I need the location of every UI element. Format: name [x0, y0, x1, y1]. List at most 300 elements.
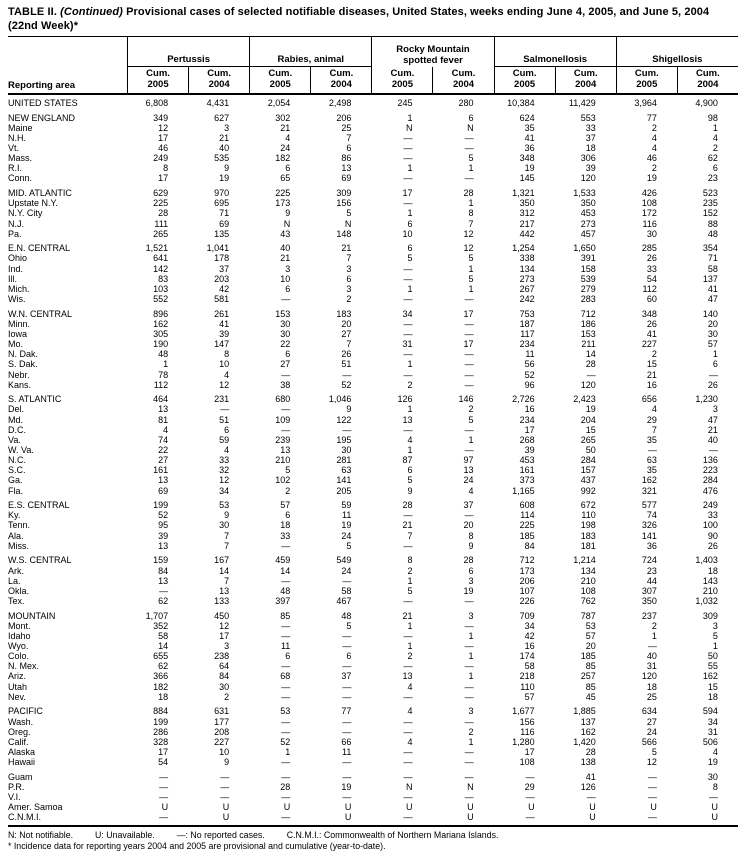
- reporting-area-cell: NEW ENGLAND: [8, 112, 76, 123]
- value-cell: 63: [341, 465, 352, 476]
- value-cell: —: [403, 173, 413, 184]
- value-cell: 5: [407, 475, 413, 486]
- col-header-2004-0: [188, 67, 249, 93]
- value-cell: 453: [580, 208, 596, 219]
- value-cell: 69: [158, 485, 169, 496]
- value-cell: 19: [463, 585, 474, 596]
- value-cell: 321: [641, 485, 657, 496]
- value-cell: —: [647, 781, 657, 792]
- value-cell: 1,041: [206, 243, 230, 254]
- value-cell: 1: [407, 445, 413, 455]
- value-cell: 50: [707, 651, 718, 662]
- value-cell: 6: [285, 349, 291, 360]
- value-cell: 10: [402, 228, 413, 239]
- value-cell: 307: [641, 585, 657, 596]
- value-cell: 450: [214, 610, 230, 621]
- value-cell: —: [708, 369, 718, 380]
- value-cell: 116: [520, 726, 535, 737]
- value-cell: —: [342, 757, 352, 768]
- value-cell: 19: [524, 163, 535, 174]
- reporting-area-cell: Mich.: [8, 283, 30, 294]
- value-cell: 181: [580, 540, 596, 551]
- value-cell: 120: [641, 671, 657, 682]
- value-cell: U: [405, 802, 413, 813]
- value-cell: 34: [524, 620, 535, 631]
- section-pacific: [8, 706, 738, 767]
- value-cell: 6: [407, 465, 413, 476]
- col-header-year: 2005: [391, 78, 413, 90]
- section-mid-atlantic: [8, 188, 738, 239]
- value-cell: 23: [707, 173, 718, 184]
- value-cell: 167: [214, 555, 230, 566]
- value-cell: 9: [224, 757, 230, 768]
- value-cell: 57: [585, 630, 596, 641]
- value-cell: —: [403, 198, 413, 209]
- reporting-area-cell: Okla.: [8, 585, 30, 596]
- value-cell: —: [281, 691, 291, 702]
- value-cell: 5: [346, 540, 352, 551]
- value-cell: —: [342, 691, 352, 702]
- reporting-area-cell: Md.: [8, 414, 24, 425]
- table-row-n-mex: [8, 661, 738, 671]
- value-cell: —: [464, 369, 474, 380]
- value-cell: 39: [524, 445, 535, 455]
- value-cell: 33: [219, 455, 230, 466]
- value-cell: 133: [214, 595, 230, 606]
- value-cell: 162: [702, 671, 718, 682]
- value-cell: 1: [285, 746, 291, 757]
- value-cell: 203: [214, 273, 230, 284]
- value-cell: 762: [580, 595, 596, 606]
- value-cell: 302: [275, 112, 291, 123]
- value-cell: —: [403, 630, 413, 641]
- col-header-year: 2004: [575, 78, 597, 90]
- value-cell: 37: [585, 132, 596, 143]
- value-cell: 57: [524, 691, 535, 702]
- table-row-ky: [8, 510, 738, 520]
- value-cell: 4: [407, 736, 413, 747]
- value-cell: 286: [153, 726, 169, 737]
- value-cell: 21: [402, 610, 413, 621]
- value-cell: 14: [280, 565, 291, 576]
- value-cell: —: [403, 595, 413, 606]
- value-cell: —: [403, 318, 413, 329]
- value-cell: 107: [519, 585, 535, 596]
- value-cell: 1: [407, 208, 413, 219]
- value-cell: 1: [712, 122, 718, 133]
- value-cell: —: [281, 369, 291, 380]
- value-cell: 9: [224, 163, 230, 174]
- table-row-md: [8, 415, 738, 425]
- value-cell: 1,032: [695, 595, 718, 606]
- value-cell: 4: [712, 746, 718, 757]
- value-cell: 284: [580, 455, 596, 466]
- table-row-utah: [8, 682, 738, 692]
- value-cell: 90: [707, 530, 718, 541]
- value-cell: —: [464, 792, 474, 802]
- value-cell: 2: [651, 349, 657, 360]
- value-cell: 709: [519, 610, 535, 621]
- table-row-mont: [8, 621, 738, 631]
- value-cell: 206: [336, 112, 352, 123]
- value-cell: 1,677: [512, 706, 535, 717]
- value-cell: 238: [214, 651, 230, 662]
- value-cell: —: [403, 424, 413, 435]
- table-row-tenn: [8, 520, 738, 530]
- value-cell: 12: [463, 228, 474, 239]
- value-cell: 695: [214, 198, 230, 209]
- value-cell: 3: [468, 575, 474, 586]
- value-cell: 17: [219, 630, 230, 641]
- value-cell: 1: [468, 671, 474, 682]
- value-cell: —: [525, 771, 535, 782]
- value-cell: —: [403, 143, 413, 154]
- value-cell: —: [342, 726, 352, 737]
- reporting-area-cell: Nev.: [8, 691, 26, 702]
- value-cell: 4,431: [206, 98, 230, 108]
- value-cell: 3: [224, 122, 230, 133]
- value-cell: 120: [580, 173, 596, 184]
- value-cell: 74: [646, 510, 657, 521]
- value-cell: 140: [702, 308, 718, 319]
- value-cell: 21: [280, 122, 291, 133]
- value-cell: 13: [158, 404, 169, 415]
- value-cell: 20: [585, 641, 596, 652]
- value-cell: 211: [581, 339, 596, 350]
- reporting-area-cell: Wyo.: [8, 641, 29, 652]
- value-cell: 142: [153, 263, 169, 274]
- value-cell: 52: [524, 369, 535, 380]
- reporting-area-cell: Mass.: [8, 153, 33, 164]
- table-row-n-h: [8, 133, 738, 143]
- table-row-ga: [8, 475, 738, 485]
- value-cell: 206: [519, 575, 535, 586]
- value-cell: 581: [214, 294, 230, 305]
- value-cell: 22: [158, 445, 169, 455]
- value-cell: 1: [468, 263, 474, 274]
- value-cell: 182: [153, 681, 169, 692]
- value-cell: 138: [580, 757, 596, 768]
- value-cell: —: [281, 771, 291, 782]
- value-cell: 27: [158, 455, 169, 466]
- value-cell: 208: [214, 726, 230, 737]
- value-cell: 6: [346, 273, 352, 284]
- value-cell: 152: [702, 208, 718, 219]
- value-cell: 28: [585, 746, 596, 757]
- value-cell: 34: [707, 716, 718, 727]
- value-cell: 195: [336, 434, 352, 445]
- value-cell: 41: [219, 318, 230, 329]
- value-cell: 19: [646, 173, 657, 184]
- reporting-area-cell: Ga.: [8, 475, 23, 486]
- value-cell: 1,165: [512, 485, 535, 496]
- value-cell: 62: [158, 661, 169, 672]
- value-cell: 31: [646, 661, 657, 672]
- group-row: [8, 37, 738, 67]
- value-cell: 1,707: [145, 610, 169, 621]
- value-cell: 629: [153, 188, 169, 199]
- value-cell: 141: [641, 530, 657, 541]
- value-cell: 68: [280, 671, 291, 682]
- reporting-area-cell: Conn.: [8, 173, 33, 184]
- value-cell: 210: [580, 575, 596, 586]
- table-bottom-rule: [8, 825, 738, 827]
- reporting-area-cell: Upstate N.Y.: [8, 198, 58, 209]
- table-row-colo: [8, 651, 738, 661]
- table-row-e-s-central: [8, 500, 738, 510]
- table-row-la: [8, 576, 738, 586]
- value-cell: 9: [346, 404, 352, 415]
- value-cell: 19: [341, 520, 352, 531]
- value-cell: 55: [707, 661, 718, 672]
- col-header-year: 2004: [452, 78, 475, 90]
- reporting-area-cell: Ill.: [8, 273, 17, 284]
- value-cell: N: [283, 218, 291, 229]
- value-cell: —: [281, 681, 291, 692]
- value-cell: N: [344, 218, 352, 229]
- value-cell: 4: [651, 404, 657, 415]
- value-cell: —: [464, 359, 474, 370]
- footnote-legend: [8, 830, 737, 841]
- col-header-year: 2004: [208, 78, 230, 90]
- value-cell: 177: [214, 716, 230, 727]
- col-header-2004-4: [677, 67, 738, 93]
- table-row-s-dak: [8, 359, 738, 369]
- value-cell: —: [647, 445, 657, 455]
- value-cell: 17: [524, 424, 535, 435]
- value-cell: 161: [153, 465, 169, 476]
- table-row-new-england: [8, 113, 738, 123]
- value-cell: 2,498: [328, 98, 352, 108]
- value-cell: 1,214: [573, 555, 596, 566]
- value-cell: 24: [646, 726, 657, 737]
- value-cell: 373: [519, 475, 535, 486]
- col-header-cum-label: Cum.: [146, 68, 170, 79]
- value-cell: 17: [463, 308, 474, 319]
- value-cell: U: [467, 812, 474, 823]
- value-cell: 47: [707, 294, 718, 305]
- value-cell: 1: [407, 283, 413, 294]
- value-cell: 84: [219, 671, 230, 682]
- value-cell: 237: [641, 610, 657, 621]
- value-cell: 108: [580, 585, 596, 596]
- value-cell: 218: [519, 671, 535, 682]
- value-cell: 3: [346, 263, 352, 274]
- value-cell: 19: [707, 757, 718, 768]
- value-cell: 4: [407, 681, 413, 692]
- value-cell: U: [589, 802, 596, 813]
- value-cell: 10,384: [507, 98, 535, 108]
- value-cell: 134: [580, 565, 596, 576]
- col-header-year: 2005: [636, 78, 658, 90]
- value-cell: 17: [524, 746, 535, 757]
- value-cell: 27: [341, 328, 352, 339]
- value-cell: 5: [285, 465, 291, 476]
- value-cell: 724: [641, 555, 657, 566]
- value-cell: 257: [580, 671, 596, 682]
- table-row-vt: [8, 143, 738, 153]
- value-cell: 173: [275, 198, 291, 209]
- value-cell: 312: [519, 208, 535, 219]
- value-cell: —: [403, 812, 413, 823]
- value-cell: 1: [407, 641, 413, 652]
- value-cell: 137: [702, 273, 718, 284]
- value-cell: 3: [224, 641, 230, 652]
- value-cell: 17: [158, 173, 169, 184]
- value-cell: —: [403, 757, 413, 768]
- value-cell: U: [650, 802, 657, 813]
- group-header-shigellosis: Shigellosis: [616, 37, 738, 67]
- value-cell: 437: [580, 475, 596, 486]
- value-cell: 57: [707, 339, 718, 350]
- value-cell: 970: [214, 188, 230, 199]
- value-cell: 634: [641, 706, 657, 717]
- value-cell: 65: [280, 173, 291, 184]
- value-cell: 35: [646, 434, 657, 445]
- col-header-cum-label: Cum.: [573, 68, 598, 79]
- value-cell: 1: [407, 620, 413, 631]
- table-row-s-c: [8, 465, 738, 475]
- value-cell: —: [464, 595, 474, 606]
- value-cell: 51: [341, 359, 352, 370]
- value-cell: 77: [646, 112, 657, 123]
- value-cell: 624: [519, 112, 535, 123]
- value-cell: 2: [407, 565, 413, 576]
- value-cell: 12: [463, 243, 474, 254]
- reporting-area-cell: D.C.: [8, 424, 26, 435]
- value-cell: 227: [641, 339, 657, 350]
- table-row-hawaii: [8, 757, 738, 767]
- value-cell: 1,420: [573, 736, 596, 747]
- reporting-area-cell: La.: [8, 575, 21, 586]
- value-cell: —: [586, 792, 596, 802]
- value-cell: 6: [407, 218, 413, 229]
- value-cell: 12: [219, 620, 230, 631]
- value-cell: —: [342, 630, 352, 641]
- value-cell: 52: [341, 379, 352, 390]
- section-ws-central: [8, 555, 738, 606]
- value-cell: 283: [580, 294, 596, 305]
- value-cell: 3,964: [634, 98, 657, 108]
- value-cell: 239: [275, 434, 291, 445]
- value-cell: 19: [219, 173, 230, 184]
- value-cell: 40: [219, 143, 230, 154]
- value-cell: 391: [580, 253, 596, 264]
- table-row-ill: [8, 274, 738, 284]
- value-cell: —: [281, 716, 291, 727]
- value-cell: 21: [341, 243, 352, 254]
- value-cell: 24: [341, 530, 352, 541]
- value-cell: 476: [702, 485, 718, 496]
- section-es-central: [8, 500, 738, 551]
- value-cell: 41: [585, 771, 596, 782]
- col-header-cum-label: Cum.: [512, 68, 537, 79]
- value-cell: 2: [651, 163, 657, 174]
- value-cell: 19: [585, 404, 596, 415]
- value-cell: 12: [158, 122, 169, 133]
- table-row-ala: [8, 531, 738, 541]
- col-header-year: 2005: [514, 78, 536, 90]
- value-cell: —: [403, 328, 413, 339]
- value-cell: —: [342, 771, 352, 782]
- value-cell: 21: [280, 253, 291, 264]
- value-cell: 539: [580, 273, 596, 284]
- value-cell: 161: [519, 465, 535, 476]
- value-cell: —: [403, 726, 413, 737]
- value-cell: 1: [468, 736, 474, 747]
- value-cell: 4: [407, 434, 413, 445]
- table-row-n-y-city: [8, 208, 738, 218]
- value-cell: 143: [702, 575, 718, 586]
- value-cell: 249: [153, 153, 169, 164]
- value-cell: 13: [341, 163, 352, 174]
- value-cell: 48: [158, 349, 169, 360]
- value-cell: —: [281, 540, 291, 551]
- col-header-cum-label: Cum.: [207, 68, 232, 79]
- value-cell: 40: [280, 243, 291, 254]
- table-row-wis: [8, 294, 738, 304]
- value-cell: 1,403: [695, 555, 718, 566]
- table-row-kans: [8, 380, 738, 390]
- value-cell: 117: [520, 328, 535, 339]
- table-row-w-s-central: [8, 555, 738, 565]
- value-cell: —: [342, 575, 352, 586]
- value-cell: 672: [580, 500, 596, 511]
- table-row-idaho: [8, 631, 738, 641]
- value-cell: 185: [519, 530, 535, 541]
- value-cell: 159: [153, 555, 169, 566]
- value-cell: 53: [219, 500, 230, 511]
- value-cell: 8: [468, 208, 474, 219]
- value-cell: 47: [707, 414, 718, 425]
- value-cell: 7: [224, 540, 230, 551]
- table-row-s-atlantic: [8, 394, 738, 404]
- value-cell: 26: [707, 540, 718, 551]
- value-cell: 523: [702, 188, 718, 199]
- value-cell: 134: [519, 263, 535, 274]
- value-cell: 26: [707, 379, 718, 390]
- section-mountain: [8, 611, 738, 702]
- value-cell: 37: [219, 263, 230, 274]
- table-continued-label: (Continued): [60, 6, 123, 18]
- value-cell: 13: [158, 540, 169, 551]
- value-cell: 42: [524, 630, 535, 641]
- value-cell: 37: [341, 671, 352, 682]
- reporting-area-cell: E.S. CENTRAL: [8, 500, 70, 511]
- value-cell: 223: [702, 465, 718, 476]
- reporting-area-cell: Ind.: [8, 263, 24, 274]
- value-cell: 24: [280, 143, 291, 154]
- value-cell: 4: [224, 445, 230, 455]
- value-cell: 245: [397, 98, 413, 108]
- value-cell: 12: [219, 379, 230, 390]
- reporting-area-cell: Alaska: [8, 746, 36, 757]
- reporting-area-cell: MOUNTAIN: [8, 610, 56, 621]
- value-cell: —: [342, 424, 352, 435]
- table-row-ark: [8, 566, 738, 576]
- value-cell: 280: [458, 98, 474, 108]
- value-cell: 31: [402, 339, 413, 350]
- reporting-area-cell: Iowa: [8, 328, 28, 339]
- value-cell: U: [528, 802, 535, 813]
- value-cell: 7: [346, 339, 352, 350]
- value-cell: 242: [519, 294, 535, 305]
- value-cell: 1,230: [695, 394, 718, 405]
- value-cell: 11: [342, 746, 352, 757]
- value-cell: 1: [468, 434, 474, 445]
- table-row-calif: [8, 737, 738, 747]
- reporting-area-cell: S.C.: [8, 465, 26, 476]
